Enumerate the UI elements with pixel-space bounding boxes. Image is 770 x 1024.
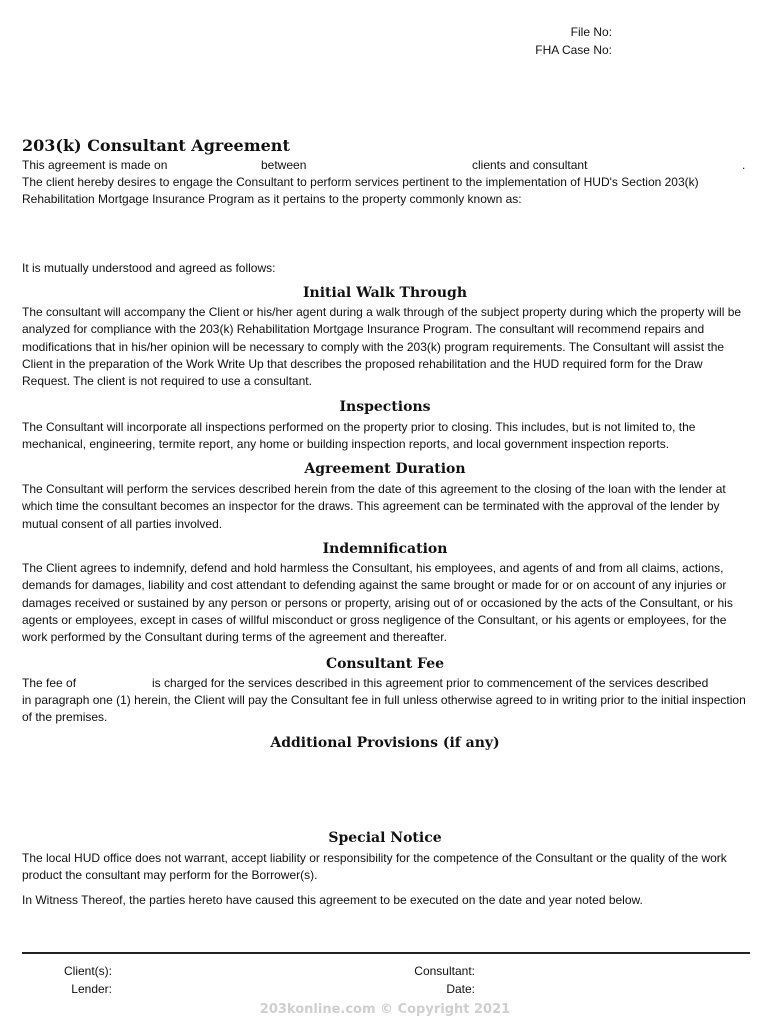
intro-between: between [261, 158, 307, 172]
walk-through-body: The consultant will accompany the Client or his/her agent during a walk through of the subject property during which the property will be analyzed for compliance with the 203(k) Rehabilitation Mortgage Insurance Program. The consultant will recommend repairs and modifications that in his/her opinion will be necessary to comply with the 203(k) program requirements. The Consultant will assist the Client in the preparation of the Work Write Up that describes the proposed rehabilitation and the HUD required form for the Draw Request. The client is not required to use a consultant. [22, 305, 742, 389]
heading-consultant-fee: Consultant Fee [325, 656, 445, 672]
heading-additional-provisions: Additional Provisions (if any) [270, 735, 500, 751]
lender-signature-label: Lender: [71, 982, 112, 996]
intro-line-3: Rehabilitation Mortgage Insurance Program as it pertains to the property commonly known as: [22, 192, 522, 206]
date-signature-label: Date: [446, 982, 475, 996]
intro-clients-and: clients and consultant [472, 158, 588, 172]
duration-body: The Consultant will perform the services described herein from the date of this agreement to the closing of the loan with the lender at which time the consultant becomes an inspector for the draws. This agreement can be terminated with the approval of the lender by mutual consent of all parties involved. [22, 482, 726, 531]
fee-body: in paragraph one (1) herein, the Client will pay the Consultant fee in full unless otherwise agreed to in writing prior to the initial inspection of the premises. [22, 693, 746, 725]
inspections-body: The Consultant will incorporate all inspections performed on the property prior to closing. This includes, but is not limited to, the mechanical, engineering, termite report, any home or building inspection reports, and local government inspection reports. [22, 420, 696, 452]
heading-special-notice: Special Notice [328, 830, 442, 846]
heading-indemnification: Indemnification [322, 541, 448, 557]
special-notice-body: The local HUD office does not warrant, accept liability or responsibility for the competence of the Consultant or the quality of the work product the consultant may perform for the Borrower(s). [22, 851, 727, 883]
page-title: 203(k) Consultant Agreement [22, 136, 290, 155]
heading-inspections: Inspections [339, 399, 431, 415]
mutual-agreement-text: It is mutually understood and agreed as follows: [22, 261, 276, 275]
clients-signature-label: Client(s): [63, 964, 112, 978]
intro-made-on: This agreement is made on [22, 158, 168, 172]
fee-of-label: The fee of [22, 676, 77, 690]
fee-description: is charged for the services described in this agreement prior to commencement of the services described [152, 676, 709, 690]
intro-line-2: The client hereby desires to engage the Consultant to perform services pertinent to the implementation of HUD's Section 203(k) [22, 175, 699, 189]
consultant-signature-label: Consultant: [414, 964, 475, 978]
file-no-label: File No: [570, 25, 612, 39]
heading-initial-walk-through: Initial Walk Through [302, 285, 468, 301]
witness-statement: In Witness Thereof, the parties hereto have caused this agreement to be executed on the date and year noted below. [22, 893, 643, 907]
intro-period: . [742, 158, 746, 172]
copyright-footer: 203konline.com © Copyright 2021 [259, 1002, 511, 1017]
fha-case-no-label: FHA Case No: [535, 43, 612, 57]
signature-divider [22, 952, 750, 954]
indemnification-body: The Client agrees to indemnify, defend and hold harmless the Consultant, his employees, and agents of and from all claims, actions, demands for damages, liability and cost attendant to defending against the same brought or made for or on account of any injuries or damages received or sustained by any person or persons or property, arising out of or occasioned by the acts of the Consultant, or his agents or employees, except in cases of willful misconduct or gross negligence of the Consultant, or his agents or employees, for the work performed by the Consultant during terms of the agreement and thereafter. [22, 561, 733, 645]
heading-agreement-duration: Agreement Duration [304, 461, 466, 477]
